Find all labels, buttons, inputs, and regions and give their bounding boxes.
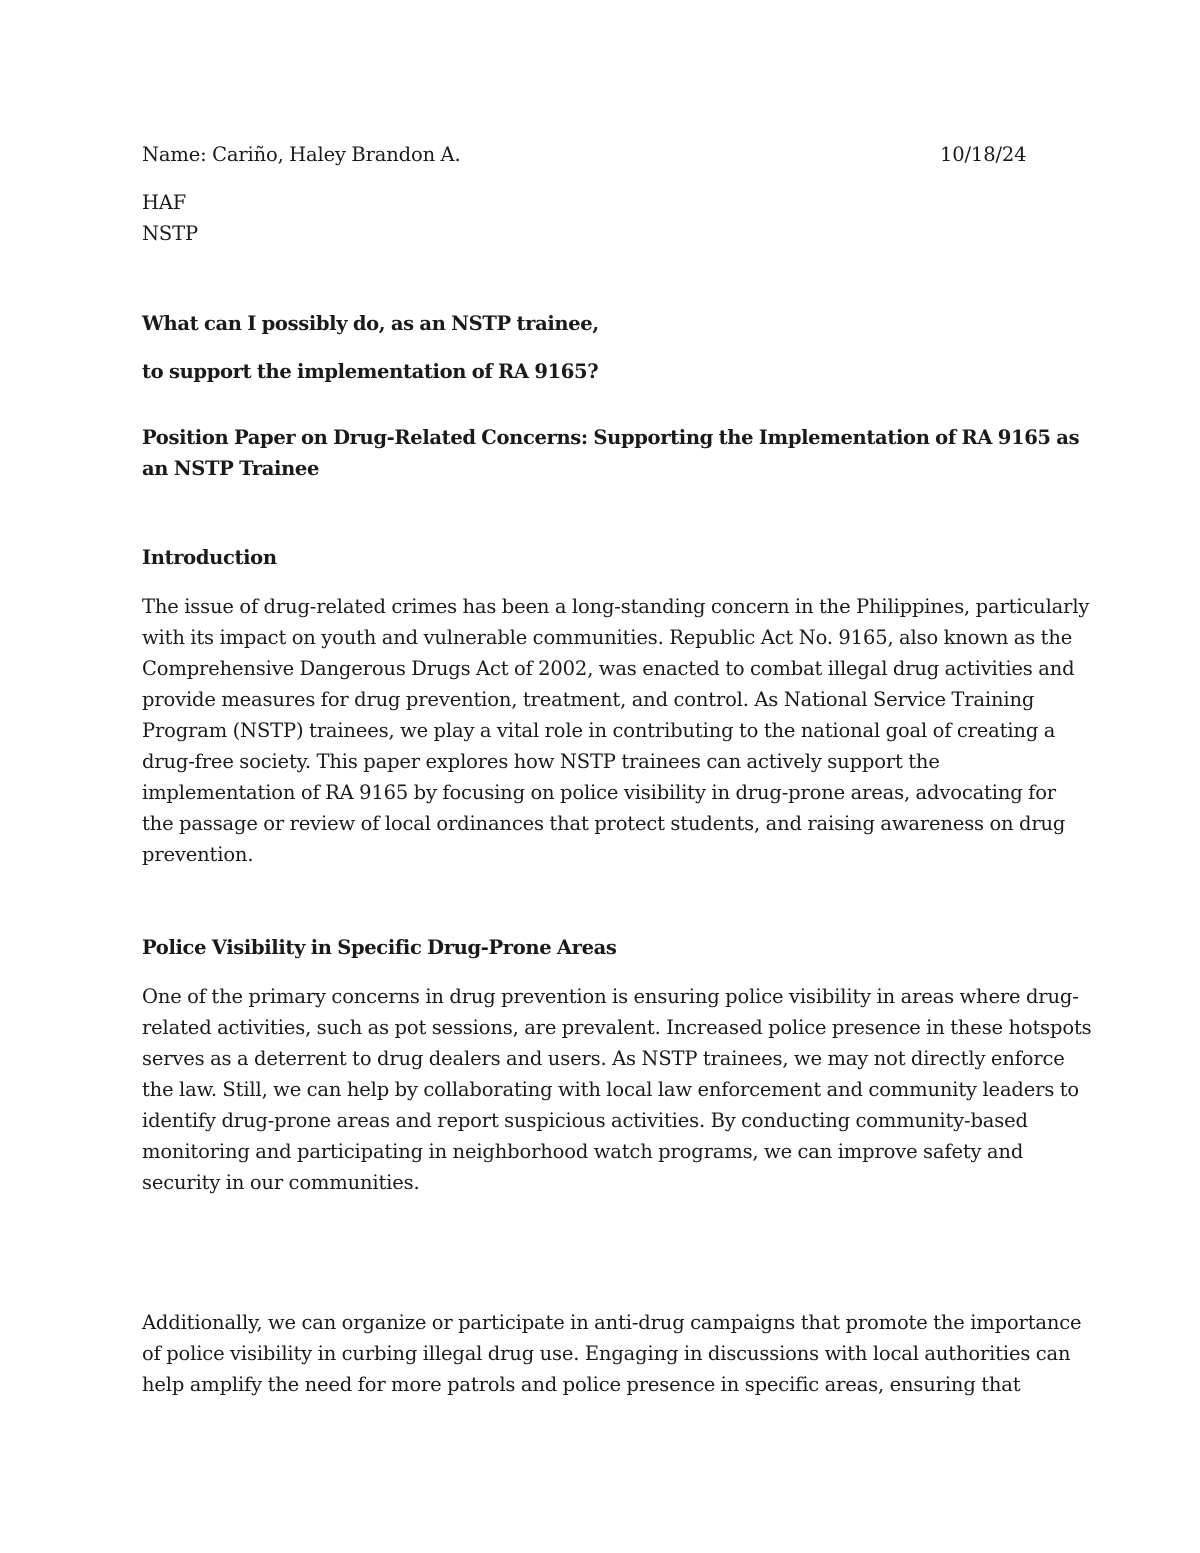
additional-paragraph bbox=[142, 1307, 1082, 1400]
paragraph-line: Additionally, we can organize or participate in anti-drug campaigns that promote the importance bbox=[142, 1311, 1082, 1334]
name-line: Name: Cariño, Haley Brandon A. bbox=[142, 143, 461, 166]
section-heading-introduction: Introduction bbox=[142, 546, 277, 569]
paragraph-line: Comprehensive Dangerous Drugs Act of 2002, was enacted to combat illegal drug activities and bbox=[142, 657, 1075, 680]
question-line-2: to support the implementation of RA 9165? bbox=[142, 360, 599, 383]
date: 10/18/24 bbox=[940, 143, 1027, 166]
paragraph-line: Program (NSTP) trainees, we play a vital role in contributing to the national goal of creating a bbox=[142, 719, 1056, 742]
paragraph-line: provide measures for drug prevention, treatment, and control. As National Service Training bbox=[142, 688, 1035, 711]
paragraph-line: serves as a deterrent to drug dealers and users. As NSTP trainees, we may not directly enforce bbox=[142, 1047, 1065, 1070]
header-line-haf: HAF bbox=[142, 191, 187, 214]
paragraph-line: security in our communities. bbox=[142, 1171, 420, 1194]
paragraph-line: the passage or review of local ordinances that protect students, and raising awareness on drug bbox=[142, 812, 1066, 835]
paragraph-line: One of the primary concerns in drug prevention is ensuring police visibility in areas where drug- bbox=[142, 985, 1079, 1008]
paragraph-line: The issue of drug-related crimes has been a long-standing concern in the Philippines, particularly bbox=[142, 595, 1090, 618]
paragraph-line: related activities, such as pot sessions, are prevalent. Increased police presence in these hotspots bbox=[142, 1016, 1092, 1039]
question-line-1: What can I possibly do, as an NSTP trainee, bbox=[142, 312, 599, 335]
introduction-paragraph bbox=[142, 591, 1090, 870]
paragraph-line: with its impact on youth and vulnerable communities. Republic Act No. 9165, also known as the bbox=[142, 626, 1073, 649]
header-line-nstp: NSTP bbox=[142, 222, 198, 245]
section-heading-police-visibility: Police Visibility in Specific Drug-Prone Areas bbox=[142, 936, 617, 959]
header-block bbox=[142, 187, 198, 249]
paragraph-line: prevention. bbox=[142, 843, 254, 866]
paper-title bbox=[142, 422, 1079, 484]
paragraph-line: identify drug-prone areas and report suspicious activities. By conducting community-based bbox=[142, 1109, 1028, 1132]
paragraph-line: monitoring and participating in neighborhood watch programs, we can improve safety and bbox=[142, 1140, 1024, 1163]
paragraph-line: implementation of RA 9165 by focusing on police visibility in drug-prone areas, advocating for bbox=[142, 781, 1056, 804]
paragraph-line: help amplify the need for more patrols and police presence in specific areas, ensuring that bbox=[142, 1373, 1021, 1396]
police-visibility-paragraph bbox=[142, 981, 1092, 1198]
title-line: an NSTP Trainee bbox=[142, 457, 320, 480]
paragraph-line: of police visibility in curbing illegal drug use. Engaging in discussions with local authorities can bbox=[142, 1342, 1071, 1365]
paragraph-line: the law. Still, we can help by collaborating with local law enforcement and community leaders to bbox=[142, 1078, 1079, 1101]
paragraph-line: drug-free society. This paper explores how NSTP trainees can actively support the bbox=[142, 750, 940, 773]
title-line: Position Paper on Drug-Related Concerns: Supporting the Implementation of RA 9165 as bbox=[142, 426, 1080, 449]
